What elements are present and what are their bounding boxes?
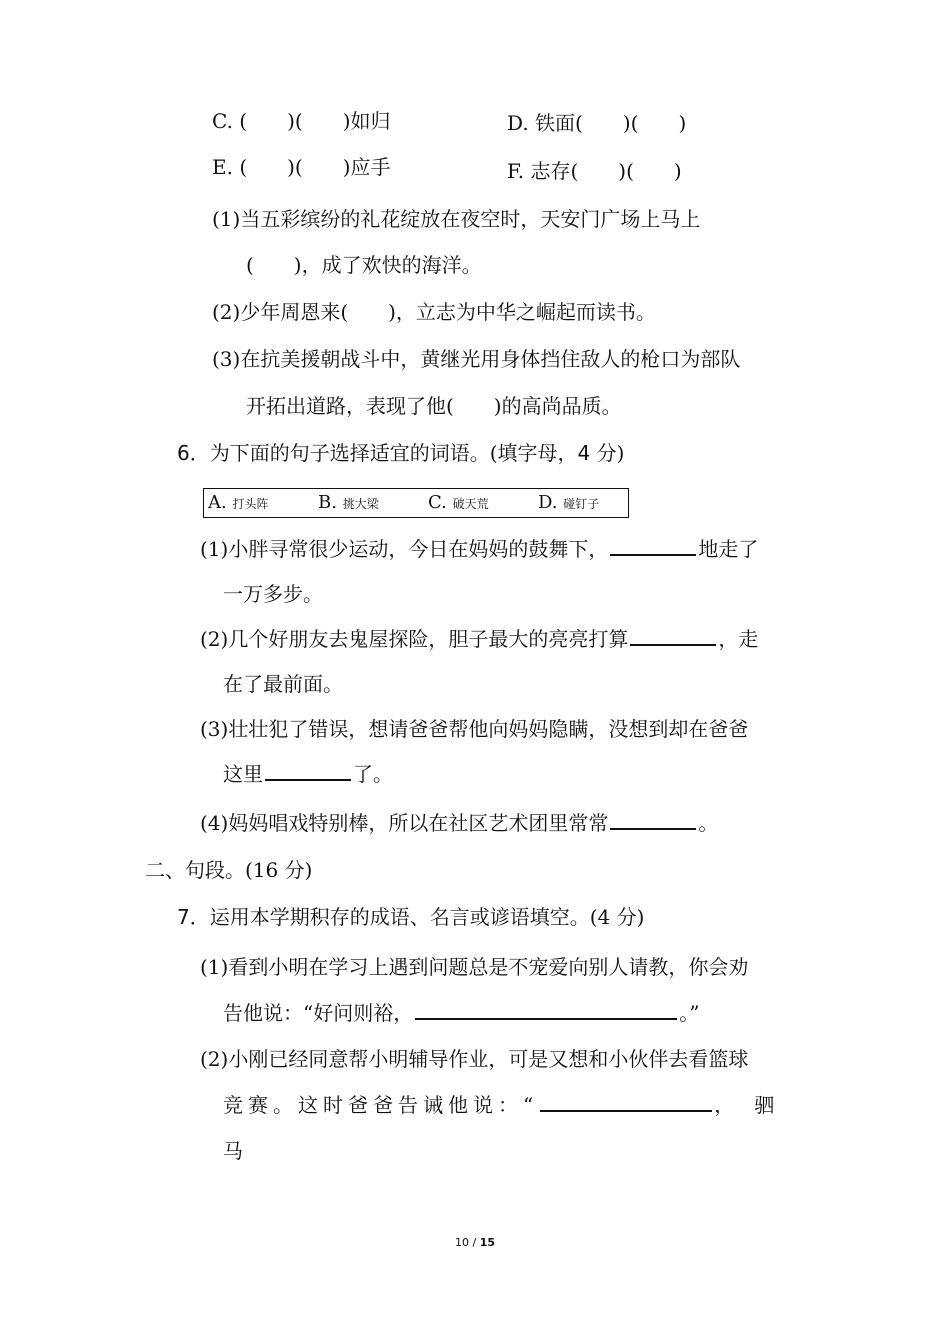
q6-number: 6． [177,441,210,465]
q5-option-d: D. 铁面( )( ) [507,111,687,135]
q5-item-1-line-1: (1)当五彩缤纷的礼花绽放在夜空时，天安门广场上马上 [212,207,701,231]
q6-option-a-word: 打头阵 [232,497,269,511]
q6-option-c-letter: C. [428,492,447,513]
q6-option-b-letter: B. [318,492,337,513]
section-2-score: (16 分) [245,858,313,882]
q6-option-a-letter: A. [208,492,227,513]
q6-option-d [538,489,599,518]
q6-item-3-blank[interactable] [265,761,351,781]
q6-option-c [428,489,489,518]
q5-item-3-line-2: 开拓出道路，表现了他( )的高尚品质。 [246,394,622,418]
q5-option-e: E. ( )( )应手 [212,155,391,179]
q7-item-1-post: 。” [679,1001,700,1025]
q5-item-1-line-2: ( )，成了欢快的海洋。 [246,253,482,277]
page-separator: / [468,1236,480,1249]
q6-option-d-letter: D. [538,492,558,513]
q6-item-1-line-1 [200,535,758,563]
q6-item-1-blank[interactable] [610,536,696,556]
q7-number: 7． [177,905,210,929]
q5-item-2: (2)少年周恩来( )，立志为中华之崛起而读书。 [212,300,656,324]
q6-item-4-pre: (4)妈妈唱戏特别棒，所以在社区艺术团里常常 [200,811,609,835]
q6-item-2-line-2: 在了最前面。 [223,672,343,696]
q7-item-1-blank[interactable] [415,1000,677,1020]
q6-text: 为下面的句子选择适宜的词语。( [209,441,498,465]
q7-item-1-line-1: (1)看到小明在学习上遇到问题总是不宠爱向别人请教，你会劝 [200,955,749,979]
page-number [0,1236,950,1249]
q6-item-4-blank[interactable] [610,810,696,830]
q6-option-b [318,489,379,518]
q6-item-2-pre: (2)几个好朋友去鬼屋探险，胆子最大的亮亮打算 [200,627,629,651]
q7-item-1-line-2 [223,999,699,1027]
q7-item-2-post: ，驷 [714,1093,795,1117]
page-current: 10 [454,1236,469,1249]
q6-item-1-post: 地走了 [698,537,759,561]
q6-note: 填字母，4 分 [497,441,617,465]
q7-item-2-line-1: (2)小刚已经同意帮小明辅导作业，可是又想和小伙伴去看篮球 [200,1047,749,1071]
q5-option-c: C. ( )( )如归 [212,109,391,133]
q5-item-3-line-1: (3)在抗美援朝战斗中，黄继光用身体挡住敌人的枪口为部队 [212,347,741,371]
q6-item-4 [200,809,718,837]
q7-item-2-line-2 [223,1091,794,1119]
q6-item-3-line-1: (3)壮壮犯了错误，想请爸爸帮他向妈妈隐瞒，没想到却在爸爸 [200,717,749,741]
q6-close: ) [616,441,625,465]
q6-item-3-post: 了。 [353,762,393,786]
q6-option-c-word: 破天荒 [452,497,489,511]
q6-item-3-pre: 这里 [223,762,263,786]
q6-options-box [203,488,629,518]
q6-option-b-word: 挑大梁 [342,497,379,511]
q7-item-2-blank[interactable] [540,1092,712,1112]
q7-item-2-line-3: 马 [223,1139,243,1163]
q7-text: 运用本学期积存的成语、名言或谚语填空。(4 分) [209,905,645,929]
q7-heading [177,903,644,931]
section-2-heading [145,856,312,884]
q6-item-4-post: 。 [698,811,719,835]
q6-heading [177,439,624,467]
q7-item-1-pre: 告他说：“好问则裕， [223,1001,414,1025]
q6-item-2-blank[interactable] [630,626,716,646]
q6-item-3-line-2 [223,760,393,788]
q5-option-f: F. 志存( )( ) [507,159,682,183]
q6-item-1-pre: (1)小胖寻常很少运动，今日在妈妈的鼓舞下， [200,537,609,561]
page-total: 15 [479,1236,495,1249]
section-2-title: 二、句段。 [145,858,245,882]
q7-item-2-pre: 竞赛。这时爸爸告诫他说：“ [223,1093,539,1117]
q6-item-1-line-2: 一万多步。 [223,582,323,606]
q6-option-a [208,489,268,518]
q6-item-2-line-1 [200,625,758,653]
q6-option-d-word: 碰钉子 [563,497,600,511]
q6-item-2-post: ，走 [718,627,759,651]
